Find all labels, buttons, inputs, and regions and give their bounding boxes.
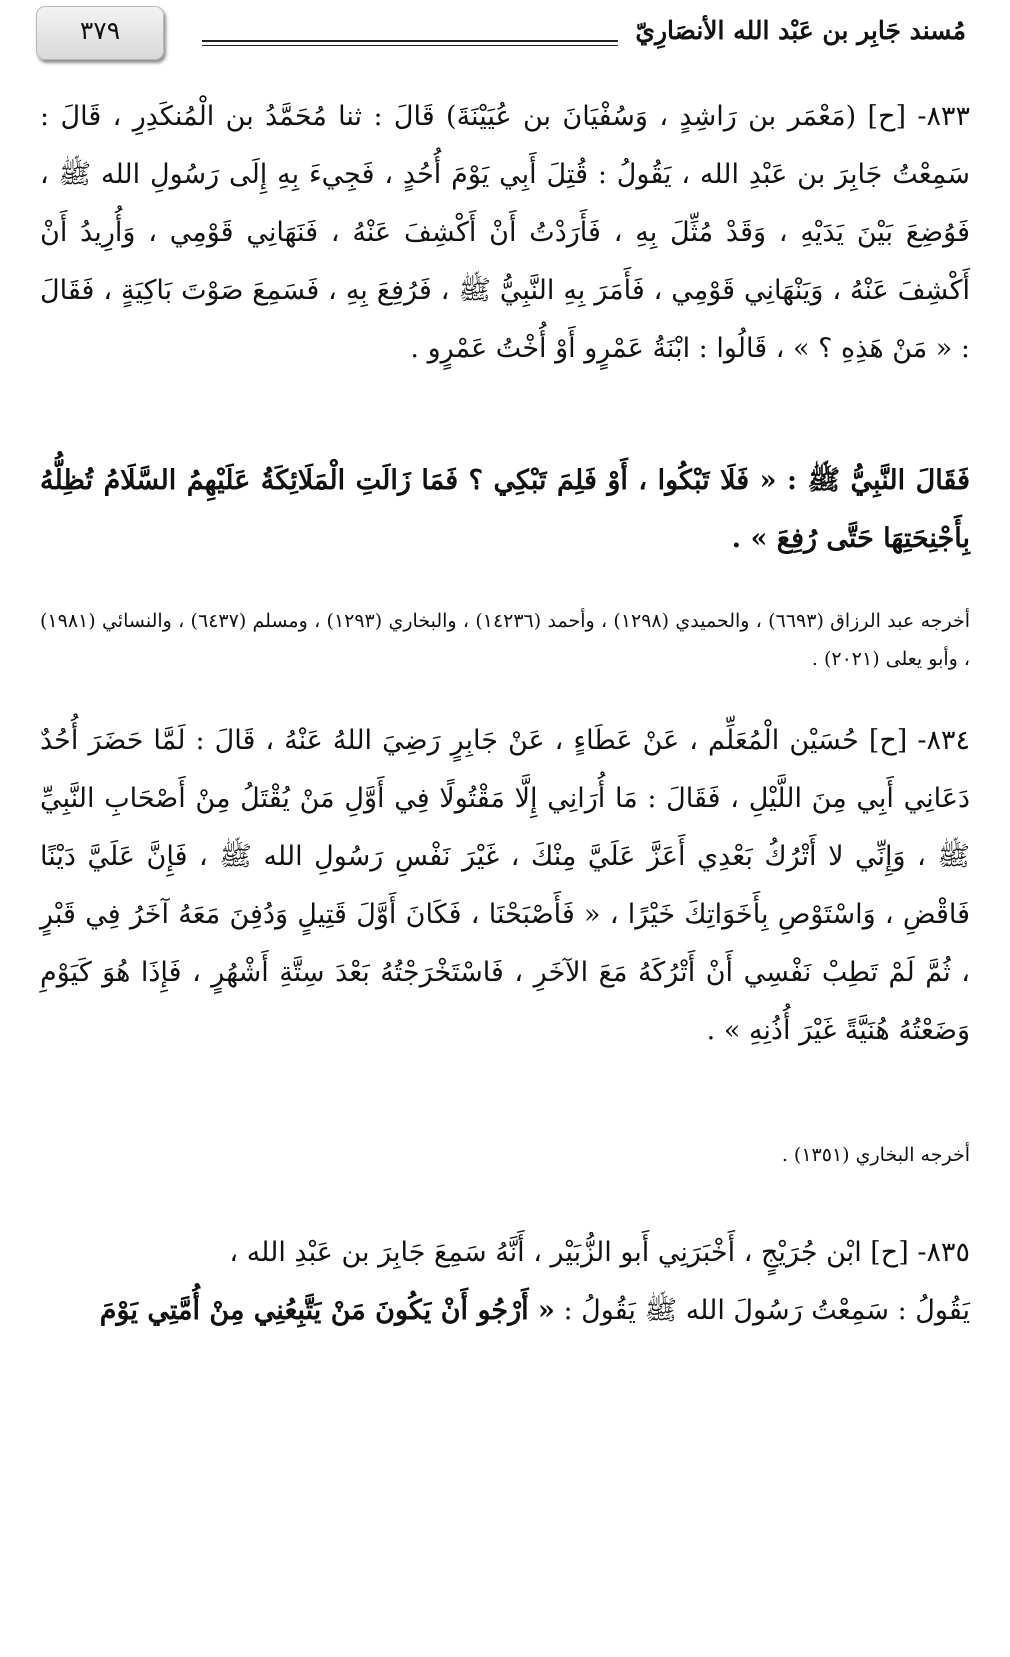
- page-header: [36, 6, 966, 66]
- hadith-833-takhrij: أخرجه عبد الرزاق (٦٦٩٣) ، والحميدي (١٢٩٨) ، وأحمد (١٤٢٣٦) ، والبخاري (١٢٩٣) ، ومسلم (٦٤٣٧) ، والنسائي (١٩٨١) ، وأبو يعلى (٢٠٢١) .: [40, 610, 971, 670]
- header-rule: [202, 40, 618, 46]
- hadith-835-line-1: ٨٣٥- [ح] ابْن جُرَيْجٍ ، أَخْبَرَنِي أَبو الزُّبَيْر ، أَنَّهُ سَمِعَ جَابِرَ بن عَبْدِ الله ،: [229, 1237, 970, 1268]
- hadith-833-prophetic-saying: فَقَالَ النَّبِيُّ ﷺ : « فَلَا تَبْكُوا ، أَوْ فَلِمَ تَبْكِي ؟ فَمَا زَالَتِ الْمَلَائِكَةُ عَلَيْهِمُ السَّلَامُ تُظِلُّهُ بِأَجْنِحَتِهَا حَتَّى رُفِعَ » .: [40, 465, 970, 554]
- hadith-835-line-2: [40, 1282, 970, 1340]
- hadith-833-text: ٨٣٣- [ح] (مَعْمَر بن رَاشِدٍ ، وَسُفْيَانَ بن عُيَيْنَةَ) قَالَ : ثنا مُحَمَّدُ بن الْمُنكَدِرِ ، قَالَ : سَمِعْتُ جَابِرَ بن عَبْدِ الله ، يَقُولُ : قُتِلَ أَبِي يَوْمَ أُحُدٍ ، فَجِيءَ بِهِ إِلَى رَسُولِ الله ﷺ ، فَوُضِعَ بَيْنَ يَدَيْهِ ، وَقَدْ مُثِّلَ بِهِ ، فَأَرَدْتُ أَنْ أَكْشِفَ عَنْهُ ، فَنَهَانِي قَوْمِي ، وَأُرِيدُ أَنْ أَكْشِفَ عَنْهُ ، وَيَنْهَانِي قَوْمِي ، فَأَمَرَ بِهِ النَّبِيُّ ﷺ ، فَرُفِعَ بِهِ ، فَسَمِعَ صَوْتَ بَاكِيَةٍ ، فَقَالَ : « مَنْ هَذِهِ ؟ » ، قَالُوا : ابْنَةُ عَمْرٍو أَوْ أُخْتُ عَمْرٍو .: [40, 101, 970, 364]
- hadith-834-takhrij: أخرجه البخاري (١٣٥١) .: [781, 1144, 970, 1166]
- hadith-835-narration: يَقُولُ : سَمِعْتُ رَسُولَ الله ﷺ يَقُولُ :: [554, 1295, 970, 1326]
- running-title: مُسند جَابِر بن عَبْد الله الأنصَارِيّ: [635, 16, 966, 45]
- hadith-834-text: ٨٣٤- [ح] حُسَيْن الْمُعَلِّم ، عَنْ عَطَاءٍ ، عَنْ جَابِرٍ رَضِيَ اللهُ عَنْهُ ، قَالَ : لَمَّا حَضَرَ أُحُدٌ دَعَانِي أَبِي مِنَ اللَّيْلِ ، فَقَالَ : مَا أُرَانِي إِلَّا مَقْتُولًا فِي أَوَّلِ مَنْ يُقْتَلُ مِنْ أَصْحَابِ النَّبِيِّ ﷺ ، وَإِنِّي لا أَتْرُكُ بَعْدِي أَعَزَّ عَلَيَّ مِنْكَ ، غَيْرَ نَفْسِ رَسُولِ الله ﷺ ، فَإِنَّ عَلَيَّ دَيْنًا فَاقْضِ ، وَاسْتَوْصِ بِأَخَوَاتِكَ خَيْرًا ، « فَأَصْبَحْنَا ، فَكَانَ أَوَّلَ قَتِيلٍ وَدُفِنَ مَعَهُ آخَرُ فِي قَبْرٍ ، ثُمَّ لَمْ تَطِبْ نَفْسِي أَنْ أَتْرُكَهُ مَعَ الآخَرِ ، فَاسْتَخْرَجْتُهُ بَعْدَ سِتَّةِ أَشْهُرٍ ، فَإِذَا هُوَ كَيَوْمِ وَضَعْتُهُ هُنَيَّةً غَيْرَ أُذُنِهِ » .: [40, 725, 970, 1046]
- hadith-835-text: [40, 1224, 970, 1340]
- page-number: ٣٧٩: [36, 6, 164, 60]
- hadith-835-prophetic-saying: « أَرْجُو أَنْ يَكُونَ مَنْ يَتَّبِعُنِي مِنْ أُمَّتِي يَوْمَ: [99, 1295, 555, 1326]
